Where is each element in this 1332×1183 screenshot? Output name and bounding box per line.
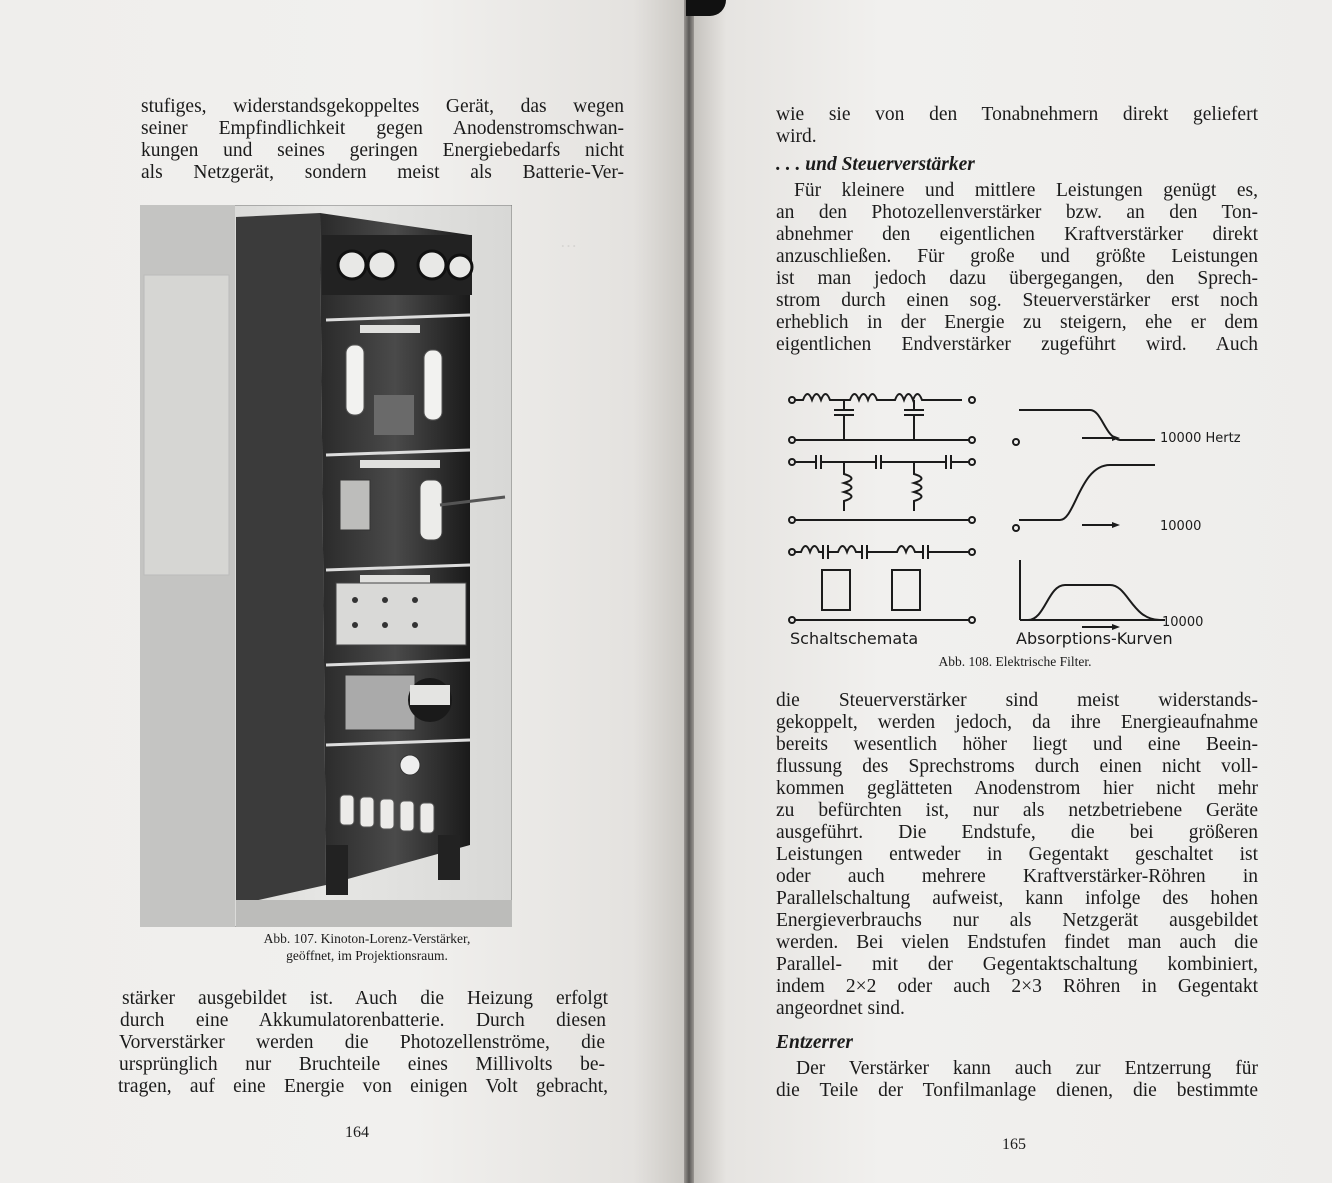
figure-caption-107-line2: geöffnet, im Projektionsraum. [286,948,448,963]
right-para2-line: flussung des Sprechstroms durch einen nicht voll- [776,756,1258,777]
right-para2-line: zu befürchten ist, nur als netzbetriebene Geräte [776,800,1258,821]
right-para2-line: Parallelschaltung aufweist, kann infolge des hohen [776,888,1258,909]
figure-caption-108: Abb. 108. Elektrische Filter. [938,654,1092,669]
left-bottom-line: durch eine Akkumulatorenbatterie. Durch diesen [120,1010,606,1031]
diagram-label-hertz: 10000 [1160,519,1202,534]
left-top-line: stufiges, widerstandsgekoppeltes Gerät, das wegen [141,96,624,117]
left-top-line: seiner Empfindlichkeit gegen Anodenstromschwan- [141,118,624,139]
right-para2-line: Energieverbrauchs nur als Netzgerät ausgebildet [776,910,1258,931]
right-para2-line: Parallel- mit der Gegentaktschaltung kombiniert, [776,954,1258,975]
right-para2-line: Leistungen entweder in Gegentakt geschaltet ist [776,844,1258,865]
right-para2-line: ausgeführt. Die Endstufe, die bei größeren [776,822,1258,843]
section-heading-steuerverstaerker: . . . und Steuerverstärker [776,154,975,175]
right-para2-line: indem 2×2 oder auch 2×3 Röhren in Gegentakt [776,976,1258,997]
right-para1-line: an den Photozellenverstärker bzw. an den Ton- [776,202,1258,223]
right-top-line: wie sie von den Tonabnehmern direkt geliefert [776,104,1258,125]
diagram-label-absorption: Absorptions-Kurven [1016,629,1173,648]
right-para1-line: eigentlichen Endverstärker zugeführt wird. Auch [776,334,1258,355]
right-para2-line: kommen geglätteten Anodenstrom hier nicht mehr [776,778,1258,799]
right-para2-line: angeordnet sind. [776,998,905,1019]
diagram-label-schaltschemata: Schaltschemata [790,629,919,648]
right-para1-line: anzuschließen. Für große und größte Leistungen [776,246,1258,267]
page-number-right: 165 [1002,1136,1026,1153]
right-top-line: wird. [776,126,817,147]
right-para1-line: strom durch einen sog. Steuerverstärker erst noch [776,290,1258,311]
right-para1-line: erheblich in der Energie zu steigern, ehe er dem [776,312,1258,333]
amplifier-photo [140,205,512,927]
right-para1-line: abnehmer den eigentlichen Kraftverstärker direkt [776,224,1258,245]
right-para2-line: oder auch mehrere Kraftverstärker-Röhren in [776,866,1258,887]
right-para3-line: die Teile der Tonfilmanlage dienen, die bestimmte [776,1080,1258,1101]
diagram-label-hertz: 10000 [1162,615,1204,630]
right-para1-line: Für kleinere und mittlere Leistungen genügt es, [794,180,1258,201]
electric-filter-diagram [780,380,1240,650]
page-number-left: 164 [345,1124,369,1141]
section-heading-entzerrer: Entzerrer [776,1032,853,1053]
left-bottom-line: stärker ausgebildet ist. Auch die Heizung erfolgt [122,988,608,1009]
right-para1-line: ist man jedoch dazu übergegangen, den Sprech- [776,268,1258,289]
left-top-line: als Netzgerät, sondern meist als Batterie-Ver- [141,162,624,183]
bleed-through-text: … [560,232,577,251]
right-para2-line: werden. Bei vielen Endstufen findet man auch die [776,932,1258,953]
amplifier-photo-graphic [140,205,512,927]
right-para2-line: gekoppelt, werden jedoch, da ihre Energieaufnahme [776,712,1258,733]
left-bottom-line: tragen, auf eine Energie von einigen Volt gebracht, [118,1076,608,1097]
book-gutter [684,0,694,1183]
left-top-line: kungen und seines geringen Energiebedarfs nicht [141,140,624,161]
right-para3-line: Der Verstärker kann auch zur Entzerrung für [796,1058,1258,1079]
figure-caption-107: Abb. 107. Kinoton-Lorenz-Verstärker, [263,931,471,946]
right-para2-line: bereits wesentlich höher liegt und eine Beein- [776,734,1258,755]
left-bottom-line: Vorverstärker werden die Photozellenströme, die [119,1032,605,1053]
right-para2-line: die Steuerverstärker sind meist widerstands- [776,690,1258,711]
diagram-label-hertz: 10000 Hertz [1160,431,1241,446]
left-bottom-line: ursprünglich nur Bruchteile eines Millivolts be- [119,1054,605,1075]
